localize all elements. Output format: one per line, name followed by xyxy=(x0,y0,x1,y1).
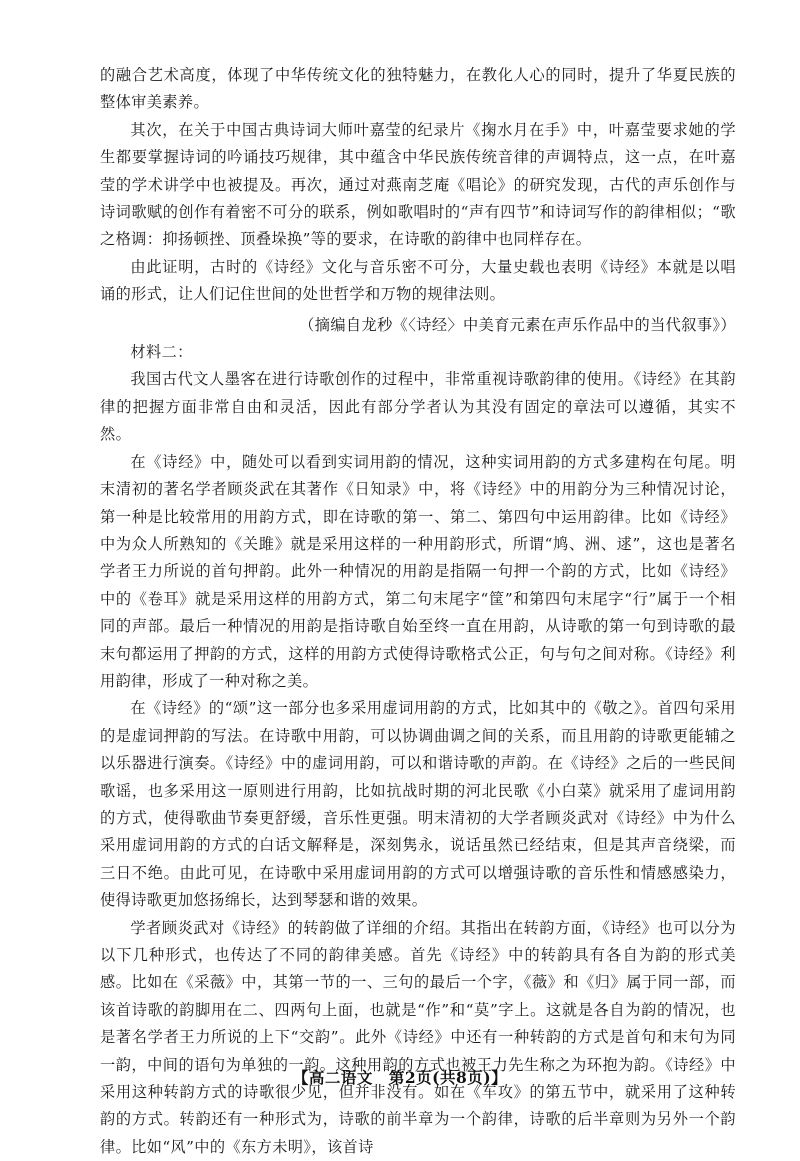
paragraph: 由此证明，古时的《诗经》文化与音乐密不可分，大量史载也表明《诗经》本就是以唱诵的形式，让人们记住世间的处世哲学和万物的规律法则。 xyxy=(100,257,736,304)
paragraph: 的融合艺术高度，体现了中华传统文化的独特魅力，在教化人心的同时，提升了华夏民族的整体审美素养。 xyxy=(100,66,736,112)
paragraph: 学者顾炎武对《诗经》的转韵做了详细的介绍。其指出在转韵方面，《诗经》也可以分为以下几种形式，也传达了不同的韵律美感。首先《诗经》中的转韵具有各自为韵的形式美感。比如在《采薇》中，其第一节的一、三句的最后一个字，《薇》和《归》属于同一部，而该首诗歌的韵脚用在二、四两句上面，也就是“作”和“莫”字上。这就是各自为韵的情况，也是著名学者王力所说的上下“交韵”。此外《诗经》中还有一种转韵的方式是首句和末句为同一韵，中间的语句为单独的一韵。这种用韵的方式也被王力先生称之为环抱为韵。《诗经》中采用这种转韵方式的诗歌很少见，但并非没有。如在《车攻》的第五节中，就采用了这种转韵的方式。转韵还有一种形式为，诗歌的前半章为一个韵律，诗歌的后半章则为另外一个韵律。比如“风”中的《东方未明》，该首诗 xyxy=(100,918,736,1156)
source-citation: （摘编自龙秒《〈诗经〉中美育元素在声乐作品中的当代叙事》） xyxy=(299,315,736,334)
paragraph: 在《诗经》中，随处可以看到实词用韵的情况，这种实词用韵的方式多建构在句尾。明末清初的著名学者顾炎武在其著作《日知录》中，将《诗经》中的用韵分为三种情况讨论，第一种是比较常用的用韵方式，即在诗歌的第一、第二、第四句中运用韵律。比如《诗经》中为众人所熟知的《关雎》就是采用这样的一种用韵形式，所谓“鸠、洲、逑”，这也是著名学者王力所说的首句押韵。此外一种情况的用韵是指隔一句押一个韵的方式，比如《诗经》中的《卷耳》就是采用这样的用韵方式，第二句末尾字“筐”和第四句末尾字“行”属于一个相同的声部。最后一种情况的用韵是指诗歌自始至终一直在用韵，从诗歌的第一句到诗歌的最末句都运用了押韵的方式，这样的用韵方式使得诗歌格式公正，句与句之间对称。《诗经》利用韵律，形成了一种对称之美。 xyxy=(100,452,736,690)
body-text xyxy=(100,62,736,1161)
page-footer: 【高二语文 第2页(共8页)】 xyxy=(292,1068,508,1087)
paragraph: 在《诗经》的“颂”这一部分也多采用虚词用韵的方式，比如其中的《敬之》。首四句采用的是虚词押韵的写法。在诗歌中用韵，可以协调曲调之间的关系，而且用韵的诗歌更能辅之以乐器进行演奏。《诗经》中的虚词用韵，可以和谐诗歌的声韵。在《诗经》之后的一些民间歌谣，也多采用这一原则进行用韵，比如抗战时期的河北民歌《小白菜》就采用了虚词用韵的方式，使得歌曲节奏更舒缓，音乐性更强。明末清初的大学者顾炎武对《诗经》中为什么采用虚词用韵的方式的白话文解释是，深刻隽永，说话虽然已经结束，但是其声音绕梁，而三日不绝。由此可见，在诗歌中采用虚词用韵的方式可以增强诗歌的音乐性和情感感染力，使得诗歌更加悠扬绵长，达到琴瑟和谐的效果。 xyxy=(100,699,736,910)
paragraph: 我国古代文人墨客在进行诗歌创作的过程中，非常重视诗歌韵律的使用。《诗经》在其韵律的把握方面非常自由和灵活，因此有部分学者认为其没有固定的章法可以遵循，其实不然。 xyxy=(100,370,736,444)
paragraph: 其次，在关于中国古典诗词大师叶嘉莹的纪录片《掬水月在手》中，叶嘉莹要求她的学生都要掌握诗词的吟诵技巧规律，其中蕴含中华民族传统音律的声调特点，这一点，在叶嘉莹的学术讲学中也被提及。再次，通过对燕南芝庵《唱论》的研究发现，古代的声乐创作与诗词歌赋的创作有着密不可分的联系，例如歌唱时的“声有四节”和诗词写作的韵律相似；“歌之格调：抑扬顿挫、顶叠垛换”等的要求，在诗歌的韵律中也同样存在。 xyxy=(100,120,736,249)
paragraph: 材料二： xyxy=(130,343,193,362)
